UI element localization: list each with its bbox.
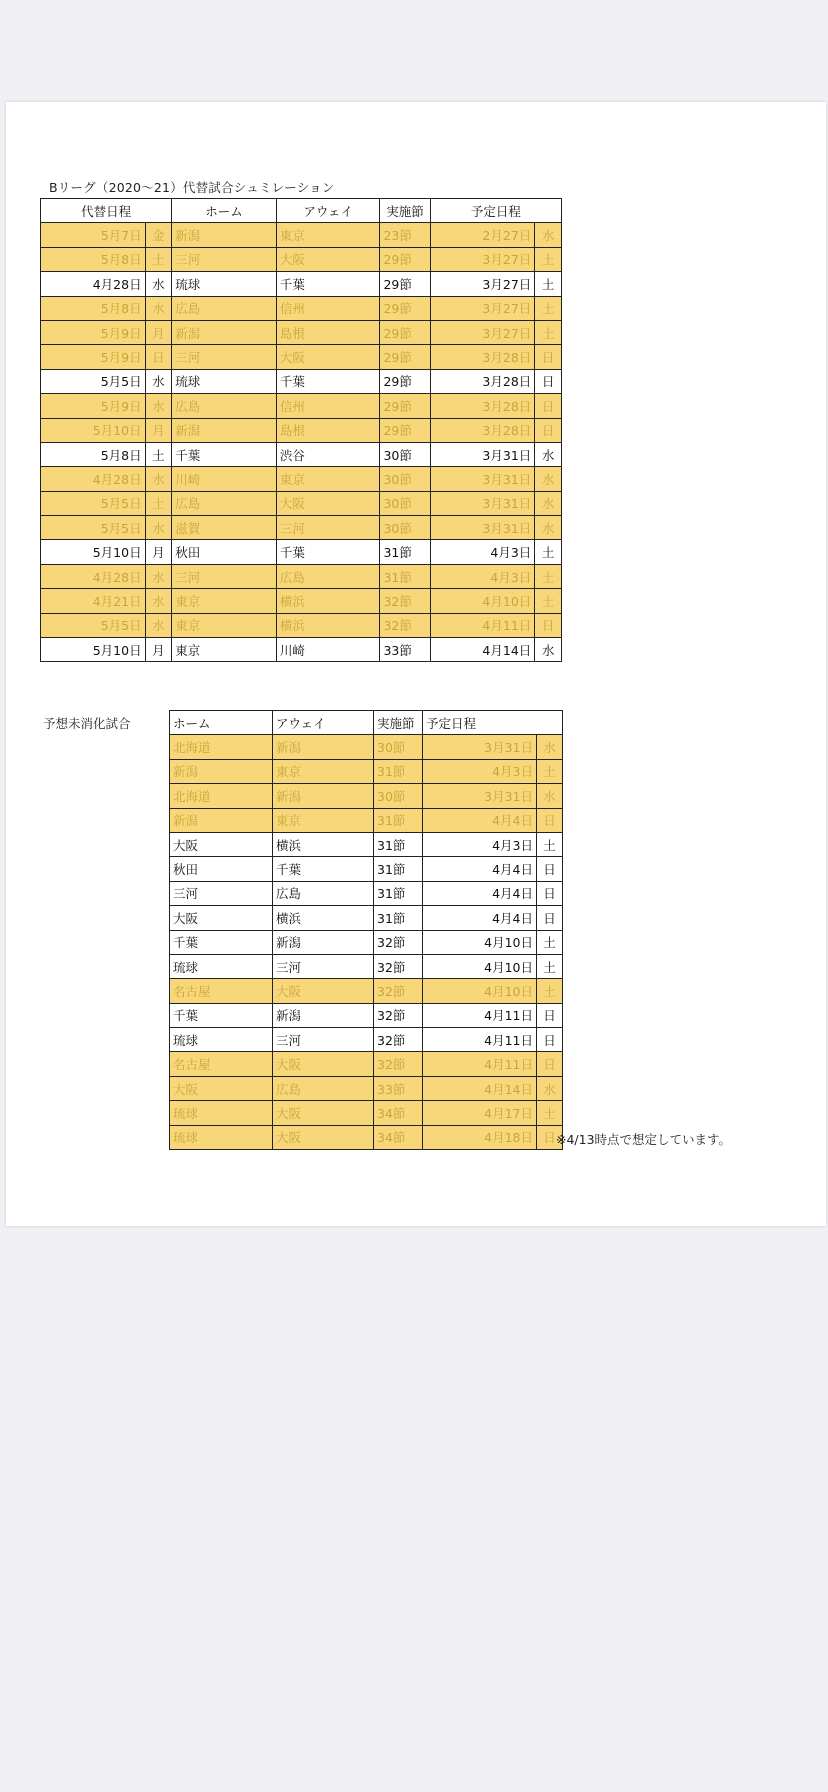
sched-dow-cell: 水 [535,516,562,540]
home-cell: 三河 [170,881,273,905]
table-row [170,930,563,954]
header-alt-date: 代替日程 [41,199,172,223]
away-cell: 三河 [273,1028,374,1052]
sched-date-cell: 3月28日 [430,394,535,418]
away-cell: 千葉 [276,272,380,296]
sched-date-cell: 4月14日 [430,638,535,662]
alt-date-cell: 4月21日 [41,589,146,613]
round-cell: 30節 [380,516,430,540]
away-cell: 三河 [273,954,374,978]
round-cell: 30節 [374,784,423,808]
document-title: Bリーグ（2020〜21）代替試合シュミレーション [49,180,335,195]
alt-date-cell: 5月10日 [41,418,146,442]
home-cell: 大阪 [170,832,273,856]
sched-dow-cell: 日 [537,881,563,905]
sched-dow-cell: 日 [537,808,563,832]
sched-dow-cell: 土 [537,759,563,783]
table-row [41,394,562,418]
table-row [170,759,563,783]
table-row [41,369,562,393]
table-row [170,1101,563,1125]
away-cell: 東京 [276,223,380,247]
alt-dow-cell: 水 [145,369,172,393]
away-cell: 三河 [276,516,380,540]
home-cell: 千葉 [170,1003,273,1027]
alt-date-cell: 4月28日 [41,272,146,296]
sched-dow-cell: 水 [535,467,562,491]
home-cell: 新潟 [172,223,277,247]
alt-date-cell: 5月5日 [41,369,146,393]
sched-date-cell: 4月3日 [423,832,537,856]
away-cell: 広島 [273,881,374,905]
round-cell: 32節 [374,1052,423,1076]
alt-dow-cell: 金 [145,223,172,247]
table-row [41,272,562,296]
sched-date-cell: 4月3日 [430,564,535,588]
sched-date-cell: 3月31日 [430,516,535,540]
table-row [170,906,563,930]
home-cell: 三河 [172,564,277,588]
table-row [170,1125,563,1149]
alt-dow-cell: 水 [145,296,172,320]
table-row [170,808,563,832]
header-sched-date: 予定日程 [430,199,561,223]
alt-date-cell: 4月28日 [41,564,146,588]
home-cell: 大阪 [170,906,273,930]
sched-dow-cell: 土 [535,564,562,588]
alt-date-cell: 5月10日 [41,540,146,564]
home-cell: 琉球 [170,1028,273,1052]
table-row [41,589,562,613]
sched-date-cell: 3月27日 [430,247,535,271]
table-row [41,320,562,344]
home-cell: 広島 [172,296,277,320]
table-row [41,516,562,540]
sched-date-cell: 4月10日 [423,930,537,954]
away-cell: 大阪 [276,247,380,271]
round-cell: 31節 [380,540,430,564]
away-cell: 横浜 [276,589,380,613]
home-cell: 北海道 [170,784,273,808]
home-cell: 新潟 [170,759,273,783]
away-cell: 広島 [276,564,380,588]
sched-date-cell: 3月28日 [430,369,535,393]
round-cell: 32節 [374,1028,423,1052]
away-cell: 横浜 [273,832,374,856]
sched-date-cell: 3月31日 [430,491,535,515]
home-cell: 名古屋 [170,979,273,1003]
sched-date-cell: 3月27日 [430,272,535,296]
sched-date-cell: 4月17日 [423,1101,537,1125]
table-row [170,1076,563,1100]
home-cell: 琉球 [172,272,277,296]
away-cell: 東京 [276,467,380,491]
round-cell: 32節 [380,613,430,637]
alt-dow-cell: 水 [145,272,172,296]
table-row [41,418,562,442]
table-row [170,784,563,808]
sched-date-cell: 3月31日 [430,442,535,466]
alt-dow-cell: 水 [145,516,172,540]
sched-dow-cell: 土 [537,1101,563,1125]
sched-date-cell: 4月3日 [423,759,537,783]
home-cell: 琉球 [170,1101,273,1125]
round-cell: 32節 [374,979,423,1003]
home-cell: 秋田 [170,857,273,881]
alt-date-cell: 5月5日 [41,491,146,515]
round-cell: 31節 [374,906,423,930]
round-cell: 32節 [374,930,423,954]
alt-dow-cell: 水 [145,467,172,491]
header-home: ホーム [170,711,273,735]
sched-dow-cell: 日 [535,394,562,418]
away-cell: 信州 [276,296,380,320]
table-row [170,832,563,856]
away-cell: 千葉 [273,857,374,881]
table-row [170,1028,563,1052]
sched-dow-cell: 日 [535,369,562,393]
sched-dow-cell: 水 [537,735,563,759]
table-row [41,638,562,662]
round-cell: 32節 [374,954,423,978]
sched-dow-cell: 土 [537,930,563,954]
sched-date-cell: 4月3日 [430,540,535,564]
sched-dow-cell: 土 [537,832,563,856]
round-cell: 31節 [374,808,423,832]
header-away: アウェイ [273,711,374,735]
table-row [41,345,562,369]
header-home: ホーム [172,199,277,223]
alt-date-cell: 5月8日 [41,247,146,271]
sched-date-cell: 4月10日 [423,954,537,978]
document-sheet [6,102,826,1226]
away-cell: 島根 [276,418,380,442]
alt-dow-cell: 月 [145,418,172,442]
away-cell: 大阪 [273,979,374,1003]
sched-dow-cell: 土 [535,589,562,613]
sched-dow-cell: 土 [537,954,563,978]
alt-date-cell: 5月8日 [41,442,146,466]
alt-dow-cell: 水 [145,394,172,418]
home-cell: 名古屋 [170,1052,273,1076]
sched-dow-cell: 日 [535,613,562,637]
sched-dow-cell: 水 [535,442,562,466]
table-row [41,247,562,271]
sched-dow-cell: 日 [535,418,562,442]
away-cell: 大阪 [273,1052,374,1076]
sched-date-cell: 3月31日 [423,784,537,808]
home-cell: 広島 [172,491,277,515]
table-header-row [170,711,563,735]
table-row [170,1052,563,1076]
table-row [41,564,562,588]
header-round: 実施節 [374,711,423,735]
header-away: アウェイ [276,199,380,223]
away-cell: 川崎 [276,638,380,662]
round-cell: 29節 [380,418,430,442]
sched-date-cell: 4月11日 [430,613,535,637]
away-cell: 千葉 [276,369,380,393]
table-row [170,881,563,905]
away-cell: 渋谷 [276,442,380,466]
round-cell: 33節 [374,1076,423,1100]
home-cell: 千葉 [170,930,273,954]
sched-dow-cell: 土 [535,272,562,296]
away-cell: 東京 [273,759,374,783]
round-cell: 32節 [374,1003,423,1027]
sched-dow-cell: 土 [535,540,562,564]
substitute-games-table [40,198,562,662]
away-cell: 大阪 [273,1101,374,1125]
table-row [41,442,562,466]
round-cell: 33節 [380,638,430,662]
home-cell: 琉球 [170,1125,273,1149]
sched-date-cell: 4月4日 [423,808,537,832]
home-cell: 千葉 [172,442,277,466]
away-cell: 大阪 [276,491,380,515]
sched-date-cell: 3月31日 [430,467,535,491]
round-cell: 29節 [380,247,430,271]
round-cell: 31節 [374,759,423,783]
table-row [170,735,563,759]
round-cell: 34節 [374,1101,423,1125]
away-cell: 東京 [273,808,374,832]
home-cell: 東京 [172,589,277,613]
home-cell: 滋賀 [172,516,277,540]
sched-dow-cell: 日 [537,1052,563,1076]
round-cell: 29節 [380,369,430,393]
round-cell: 29節 [380,272,430,296]
sched-dow-cell: 日 [535,345,562,369]
table-row [170,857,563,881]
alt-dow-cell: 土 [145,442,172,466]
round-cell: 31節 [374,857,423,881]
alt-dow-cell: 月 [145,638,172,662]
round-cell: 34節 [374,1125,423,1149]
table-row [41,491,562,515]
sched-date-cell: 4月11日 [423,1052,537,1076]
round-cell: 31節 [374,881,423,905]
sched-dow-cell: 土 [535,320,562,344]
table-row [41,540,562,564]
sched-dow-cell: 水 [535,638,562,662]
round-cell: 29節 [380,296,430,320]
sched-dow-cell: 日 [537,906,563,930]
unplayed-games-label: 予想未消化試合 [43,716,131,731]
unplayed-games-table [169,710,563,1150]
sched-dow-cell: 土 [537,979,563,1003]
sched-dow-cell: 土 [535,247,562,271]
sched-dow-cell: 日 [537,1028,563,1052]
away-cell: 横浜 [276,613,380,637]
away-cell: 大阪 [273,1125,374,1149]
sched-date-cell: 4月4日 [423,857,537,881]
alt-dow-cell: 水 [145,589,172,613]
round-cell: 30節 [380,491,430,515]
alt-dow-cell: 月 [145,320,172,344]
table-row [41,613,562,637]
round-cell: 23節 [380,223,430,247]
table-row [170,1003,563,1027]
alt-dow-cell: 水 [145,564,172,588]
away-cell: 千葉 [276,540,380,564]
home-cell: 新潟 [172,320,277,344]
home-cell: 大阪 [170,1076,273,1100]
sched-date-cell: 4月10日 [423,979,537,1003]
table-header-row [41,199,562,223]
home-cell: 新潟 [170,808,273,832]
away-cell: 広島 [273,1076,374,1100]
sched-dow-cell: 水 [537,784,563,808]
away-cell: 新潟 [273,1003,374,1027]
home-cell: 東京 [172,638,277,662]
round-cell: 31節 [374,832,423,856]
sched-date-cell: 4月14日 [423,1076,537,1100]
sched-date-cell: 2月27日 [430,223,535,247]
header-round: 実施節 [380,199,430,223]
away-cell: 新潟 [273,735,374,759]
away-cell: 新潟 [273,930,374,954]
home-cell: 新潟 [172,418,277,442]
alt-date-cell: 5月8日 [41,296,146,320]
alt-dow-cell: 日 [145,345,172,369]
alt-date-cell: 5月5日 [41,516,146,540]
home-cell: 琉球 [172,369,277,393]
alt-date-cell: 5月9日 [41,345,146,369]
header-sched-date: 予定日程 [423,711,563,735]
sched-dow-cell: 日 [537,857,563,881]
round-cell: 32節 [380,589,430,613]
away-cell: 島根 [276,320,380,344]
table-row [41,467,562,491]
away-cell: 横浜 [273,906,374,930]
sched-dow-cell: 水 [537,1076,563,1100]
home-cell: 三河 [172,345,277,369]
alt-date-cell: 5月5日 [41,613,146,637]
footnote: ※4/13時点で想定しています。 [556,1132,732,1147]
round-cell: 31節 [380,564,430,588]
home-cell: 広島 [172,394,277,418]
round-cell: 29節 [380,320,430,344]
sched-date-cell: 4月4日 [423,906,537,930]
alt-date-cell: 5月10日 [41,638,146,662]
away-cell: 新潟 [273,784,374,808]
sched-date-cell: 3月28日 [430,418,535,442]
home-cell: 川崎 [172,467,277,491]
sched-dow-cell: 水 [535,491,562,515]
alt-dow-cell: 月 [145,540,172,564]
home-cell: 琉球 [170,954,273,978]
sched-date-cell: 3月27日 [430,320,535,344]
home-cell: 東京 [172,613,277,637]
sched-date-cell: 4月18日 [423,1125,537,1149]
alt-dow-cell: 土 [145,247,172,271]
sched-date-cell: 3月31日 [423,735,537,759]
away-cell: 信州 [276,394,380,418]
sched-dow-cell: 日 [537,1125,563,1149]
sched-dow-cell: 土 [535,296,562,320]
home-cell: 秋田 [172,540,277,564]
table-row [170,979,563,1003]
table-row [170,954,563,978]
sched-dow-cell: 水 [535,223,562,247]
table-row [41,296,562,320]
sched-date-cell: 3月28日 [430,345,535,369]
round-cell: 29節 [380,345,430,369]
alt-date-cell: 5月9日 [41,394,146,418]
round-cell: 30節 [374,735,423,759]
home-cell: 北海道 [170,735,273,759]
round-cell: 30節 [380,442,430,466]
alt-date-cell: 5月7日 [41,223,146,247]
round-cell: 30節 [380,467,430,491]
alt-dow-cell: 土 [145,491,172,515]
sched-date-cell: 4月10日 [430,589,535,613]
alt-date-cell: 5月9日 [41,320,146,344]
sched-date-cell: 4月11日 [423,1003,537,1027]
round-cell: 29節 [380,394,430,418]
sched-date-cell: 4月11日 [423,1028,537,1052]
sched-dow-cell: 日 [537,1003,563,1027]
sched-date-cell: 4月4日 [423,881,537,905]
away-cell: 大阪 [276,345,380,369]
home-cell: 三河 [172,247,277,271]
alt-date-cell: 4月28日 [41,467,146,491]
sched-date-cell: 3月27日 [430,296,535,320]
alt-dow-cell: 水 [145,613,172,637]
table-row [41,223,562,247]
